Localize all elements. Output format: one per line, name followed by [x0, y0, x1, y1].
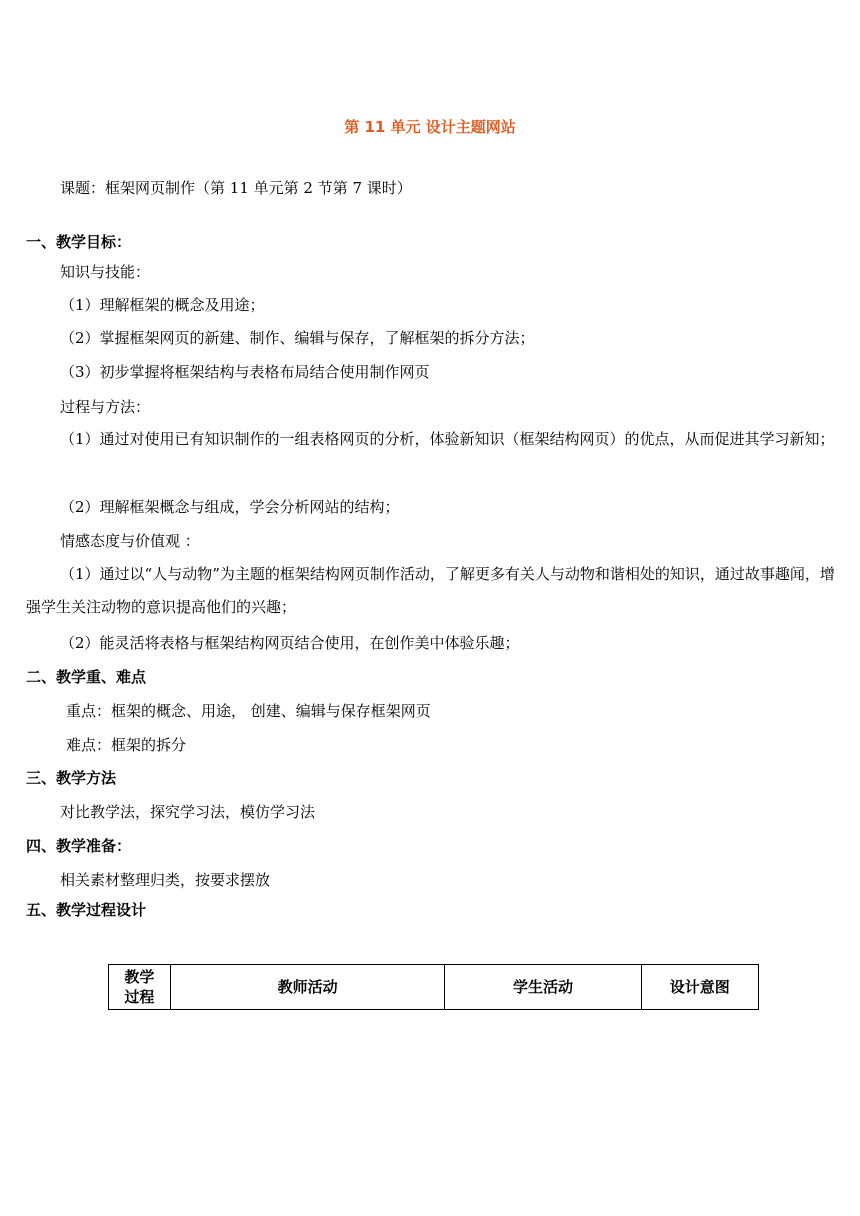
header-design-intent: 设计意图: [641, 965, 758, 1010]
knowledge-item-3: （3）初步掌握将框架结构与表格布局结合使用制作网页: [60, 363, 430, 381]
teaching-preparation: 相关素材整理归类，按要求摆放: [60, 871, 271, 889]
section-5-heading: 五、教学过程设计: [26, 901, 147, 919]
knowledge-item-1: （1）理解框架的概念及用途；: [60, 296, 265, 314]
lesson-topic: 课题：框架网页制作（第 11 单元第 2 节第 7 课时）: [60, 179, 412, 197]
section-3-heading: 三、教学方法: [26, 769, 117, 787]
emotion-label: 情感态度与价值观 ：: [60, 532, 200, 550]
knowledge-item-2: （2）掌握框架网页的新建、制作、编辑与保存，了解框架的拆分方法；: [60, 329, 535, 347]
difficulty: 难点：框架的拆分: [66, 736, 187, 754]
teaching-methods: 对比教学法，探究学习法，模仿学习法: [60, 803, 316, 821]
section-2-heading: 二、教学重、难点: [26, 668, 147, 686]
page-title: 第 11 单元 设计主题网站: [344, 118, 516, 136]
header-teacher-activity: 教师活动: [170, 965, 445, 1010]
process-label: 过程与方法：: [60, 398, 151, 416]
knowledge-label: 知识与技能：: [60, 263, 151, 281]
section-4-heading: 四、教学准备：: [26, 837, 132, 855]
process-item-2: （2）理解框架概念与组成，学会分析网站的结构；: [60, 498, 400, 516]
header-student-activity: 学生活动: [445, 965, 641, 1010]
teaching-process-table: [108, 964, 759, 1010]
emotion-item-1: （1）通过以“人与动物”为主题的框架结构网页制作活动，了解更多有关人与动物和谐相处的知识，通过故事趣闻，增强学生关注动物的意识提高他们的兴趣；: [26, 565, 835, 616]
table-header-row: [109, 965, 759, 1010]
section-1-heading: 一、教学目标：: [26, 233, 132, 251]
key-point: 重点：框架的概念、用途， 创建、编辑与保存框架网页: [66, 702, 431, 720]
process-item-1: （1）通过对使用已有知识制作的一组表格网页的分析，体验新知识（框架结构网页）的优点，从而促进其学习新知；: [60, 430, 835, 448]
header-process: 教学过程: [109, 965, 171, 1010]
emotion-item-2: （2）能灵活将表格与框架结构网页结合使用，在创作美中体验乐趣；: [60, 634, 520, 652]
